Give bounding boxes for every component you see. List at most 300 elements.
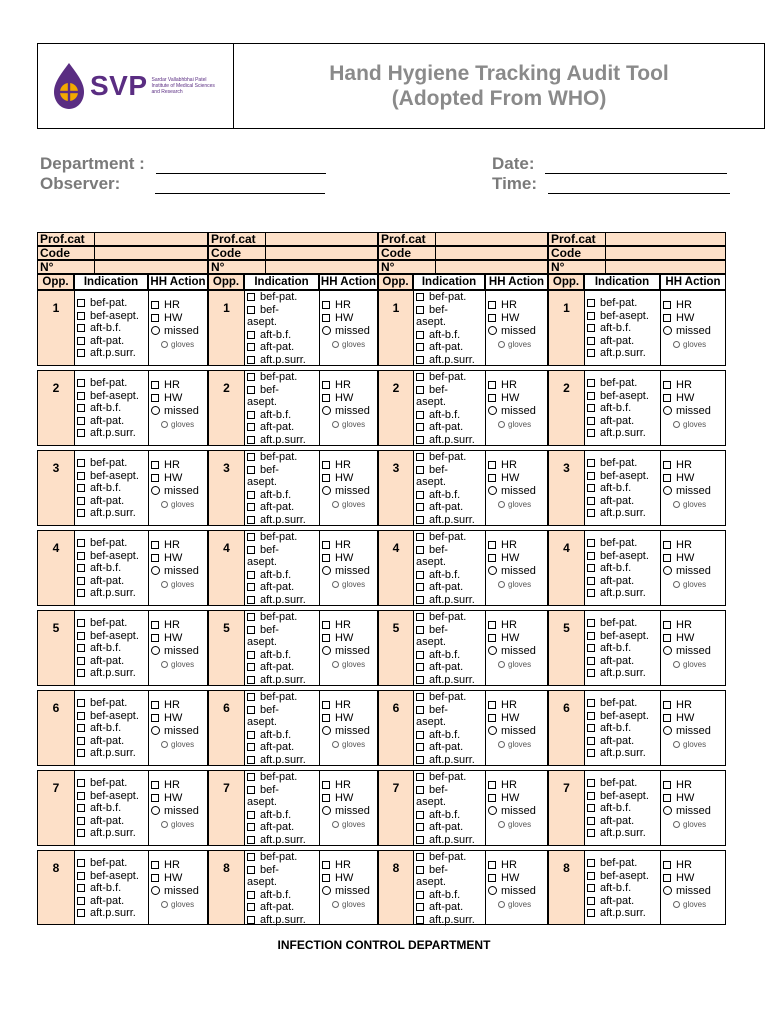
checkbox-icon[interactable] xyxy=(247,663,255,671)
gloves-option[interactable] xyxy=(320,498,377,511)
checkbox-icon[interactable] xyxy=(587,429,595,437)
header-number-field-3[interactable] xyxy=(436,260,548,274)
indication-option[interactable] xyxy=(75,642,148,655)
indication-option[interactable] xyxy=(245,704,319,717)
checkbox-icon[interactable] xyxy=(77,699,85,707)
checkbox-icon[interactable] xyxy=(77,749,85,757)
action-option-missed[interactable] xyxy=(320,805,377,818)
indication-option[interactable] xyxy=(414,316,485,329)
indication-option[interactable] xyxy=(414,649,485,662)
checkbox-icon[interactable] xyxy=(663,381,671,389)
gloves-option[interactable] xyxy=(661,818,725,831)
checkbox-icon[interactable] xyxy=(247,773,255,781)
checkbox-icon[interactable] xyxy=(151,301,159,309)
missed-circle-icon[interactable] xyxy=(488,566,497,575)
indication-option[interactable] xyxy=(75,587,148,600)
indication-option[interactable] xyxy=(585,870,660,883)
checkbox-icon[interactable] xyxy=(77,589,85,597)
checkbox-icon[interactable] xyxy=(247,293,255,301)
checkbox-icon[interactable] xyxy=(322,634,330,642)
checkbox-icon[interactable] xyxy=(663,874,671,882)
indication-option[interactable] xyxy=(414,624,485,637)
checkbox-icon[interactable] xyxy=(488,621,496,629)
checkbox-icon[interactable] xyxy=(322,861,330,869)
gloves-circle-icon[interactable] xyxy=(332,821,339,828)
gloves-option[interactable] xyxy=(661,418,725,431)
checkbox-icon[interactable] xyxy=(587,859,595,867)
indication-option[interactable] xyxy=(414,611,485,624)
indication-option[interactable] xyxy=(75,655,148,668)
checkbox-icon[interactable] xyxy=(587,349,595,357)
gloves-circle-icon[interactable] xyxy=(161,421,168,428)
indication-option[interactable] xyxy=(245,421,319,434)
checkbox-icon[interactable] xyxy=(151,781,159,789)
action-option-missed[interactable] xyxy=(149,325,207,338)
checkbox-icon[interactable] xyxy=(77,429,85,437)
checkbox-icon[interactable] xyxy=(247,411,255,419)
indication-option[interactable] xyxy=(414,556,485,569)
indication-option[interactable] xyxy=(75,882,148,895)
checkbox-icon[interactable] xyxy=(587,379,595,387)
checkbox-icon[interactable] xyxy=(77,404,85,412)
gloves-option[interactable] xyxy=(661,338,725,351)
action-option-hr[interactable] xyxy=(320,699,377,712)
indication-option[interactable] xyxy=(585,642,660,655)
checkbox-icon[interactable] xyxy=(663,474,671,482)
checkbox-icon[interactable] xyxy=(587,749,595,757)
indication-option[interactable] xyxy=(585,735,660,748)
indication-option[interactable] xyxy=(414,796,485,809)
checkbox-icon[interactable] xyxy=(416,706,424,714)
indication-option[interactable] xyxy=(414,594,485,607)
checkbox-icon[interactable] xyxy=(416,756,424,764)
checkbox-icon[interactable] xyxy=(488,461,496,469)
checkbox-icon[interactable] xyxy=(77,324,85,332)
checkbox-icon[interactable] xyxy=(77,884,85,892)
indication-option[interactable] xyxy=(414,729,485,742)
checkbox-icon[interactable] xyxy=(77,619,85,627)
gloves-option[interactable] xyxy=(149,498,207,511)
action-option-hr[interactable] xyxy=(486,299,547,312)
checkbox-icon[interactable] xyxy=(663,394,671,402)
action-option-missed[interactable] xyxy=(149,485,207,498)
indication-option[interactable] xyxy=(245,901,319,914)
checkbox-icon[interactable] xyxy=(416,533,424,541)
checkbox-icon[interactable] xyxy=(488,541,496,549)
checkbox-icon[interactable] xyxy=(416,293,424,301)
indication-option[interactable] xyxy=(75,297,148,310)
missed-circle-icon[interactable] xyxy=(151,646,160,655)
indication-option[interactable] xyxy=(75,507,148,520)
gloves-circle-icon[interactable] xyxy=(673,741,680,748)
checkbox-icon[interactable] xyxy=(416,853,424,861)
indication-option[interactable] xyxy=(75,335,148,348)
action-option-missed[interactable] xyxy=(486,645,547,658)
gloves-option[interactable] xyxy=(661,658,725,671)
gloves-option[interactable] xyxy=(486,498,547,511)
action-option-hw[interactable] xyxy=(320,552,377,565)
checkbox-icon[interactable] xyxy=(151,861,159,869)
action-option-hw[interactable] xyxy=(320,792,377,805)
header-prof-cat-field-4[interactable] xyxy=(606,232,726,246)
indication-option[interactable] xyxy=(75,482,148,495)
indication-option[interactable] xyxy=(245,514,319,527)
action-option-missed[interactable] xyxy=(486,805,547,818)
checkbox-icon[interactable] xyxy=(247,453,255,461)
checkbox-icon[interactable] xyxy=(416,373,424,381)
checkbox-icon[interactable] xyxy=(247,343,255,351)
checkbox-icon[interactable] xyxy=(416,663,424,671)
checkbox-icon[interactable] xyxy=(488,554,496,562)
checkbox-icon[interactable] xyxy=(663,861,671,869)
action-option-missed[interactable] xyxy=(149,405,207,418)
action-option-hw[interactable] xyxy=(320,712,377,725)
header-code-field-4[interactable] xyxy=(606,246,726,260)
action-option-hw[interactable] xyxy=(149,312,207,325)
gloves-circle-icon[interactable] xyxy=(161,501,168,508)
action-option-hw[interactable] xyxy=(661,472,725,485)
checkbox-icon[interactable] xyxy=(247,916,255,924)
checkbox-icon[interactable] xyxy=(77,657,85,665)
checkbox-icon[interactable] xyxy=(416,676,424,684)
gloves-option[interactable] xyxy=(149,418,207,431)
gloves-circle-icon[interactable] xyxy=(332,901,339,908)
missed-circle-icon[interactable] xyxy=(322,806,331,815)
gloves-option[interactable] xyxy=(320,898,377,911)
indication-option[interactable] xyxy=(414,864,485,877)
indication-option[interactable] xyxy=(245,531,319,544)
checkbox-icon[interactable] xyxy=(416,343,424,351)
indication-option[interactable] xyxy=(585,710,660,723)
checkbox-icon[interactable] xyxy=(247,571,255,579)
action-option-hr[interactable] xyxy=(486,379,547,392)
checkbox-icon[interactable] xyxy=(77,552,85,560)
checkbox-icon[interactable] xyxy=(322,394,330,402)
gloves-circle-icon[interactable] xyxy=(498,661,505,668)
checkbox-icon[interactable] xyxy=(77,712,85,720)
indication-option[interactable] xyxy=(75,377,148,390)
checkbox-icon[interactable] xyxy=(587,392,595,400)
checkbox-icon[interactable] xyxy=(416,423,424,431)
checkbox-icon[interactable] xyxy=(77,379,85,387)
indication-option[interactable] xyxy=(245,729,319,742)
gloves-option[interactable] xyxy=(486,418,547,431)
indication-option[interactable] xyxy=(414,674,485,687)
checkbox-icon[interactable] xyxy=(488,634,496,642)
indication-option[interactable] xyxy=(245,771,319,784)
checkbox-icon[interactable] xyxy=(587,509,595,517)
action-option-missed[interactable] xyxy=(486,565,547,578)
checkbox-icon[interactable] xyxy=(247,731,255,739)
indication-option[interactable] xyxy=(75,617,148,630)
checkbox-icon[interactable] xyxy=(77,337,85,345)
gloves-option[interactable] xyxy=(149,658,207,671)
missed-circle-icon[interactable] xyxy=(488,326,497,335)
indication-option[interactable] xyxy=(414,291,485,304)
action-option-hw[interactable] xyxy=(149,552,207,565)
action-option-hr[interactable] xyxy=(149,539,207,552)
gloves-option[interactable] xyxy=(486,658,547,671)
checkbox-icon[interactable] xyxy=(151,714,159,722)
indication-option[interactable] xyxy=(585,790,660,803)
missed-circle-icon[interactable] xyxy=(488,726,497,735)
gloves-option[interactable] xyxy=(320,818,377,831)
indication-option[interactable] xyxy=(585,907,660,920)
department-line[interactable] xyxy=(156,159,326,174)
checkbox-icon[interactable] xyxy=(416,411,424,419)
checkbox-icon[interactable] xyxy=(587,484,595,492)
checkbox-icon[interactable] xyxy=(77,484,85,492)
checkbox-icon[interactable] xyxy=(247,503,255,511)
indication-option[interactable] xyxy=(75,550,148,563)
missed-circle-icon[interactable] xyxy=(663,406,672,415)
action-option-missed[interactable] xyxy=(320,405,377,418)
checkbox-icon[interactable] xyxy=(151,474,159,482)
missed-circle-icon[interactable] xyxy=(322,566,331,575)
checkbox-icon[interactable] xyxy=(247,491,255,499)
action-option-missed[interactable] xyxy=(149,885,207,898)
action-option-hr[interactable] xyxy=(486,859,547,872)
checkbox-icon[interactable] xyxy=(587,324,595,332)
checkbox-icon[interactable] xyxy=(151,701,159,709)
checkbox-icon[interactable] xyxy=(322,314,330,322)
checkbox-icon[interactable] xyxy=(488,301,496,309)
gloves-circle-icon[interactable] xyxy=(498,901,505,908)
missed-circle-icon[interactable] xyxy=(151,486,160,495)
gloves-circle-icon[interactable] xyxy=(161,661,168,668)
checkbox-icon[interactable] xyxy=(322,554,330,562)
indication-option[interactable] xyxy=(585,335,660,348)
missed-circle-icon[interactable] xyxy=(488,406,497,415)
indication-option[interactable] xyxy=(414,754,485,767)
action-option-hw[interactable] xyxy=(320,392,377,405)
action-option-hr[interactable] xyxy=(149,699,207,712)
indication-option[interactable] xyxy=(414,809,485,822)
action-option-hw[interactable] xyxy=(486,472,547,485)
checkbox-icon[interactable] xyxy=(247,891,255,899)
gloves-circle-icon[interactable] xyxy=(332,741,339,748)
checkbox-icon[interactable] xyxy=(247,743,255,751)
indication-option[interactable] xyxy=(245,741,319,754)
indication-option[interactable] xyxy=(245,569,319,582)
indication-option[interactable] xyxy=(245,661,319,674)
gloves-option[interactable] xyxy=(320,338,377,351)
indication-option[interactable] xyxy=(585,457,660,470)
indication-option[interactable] xyxy=(245,291,319,304)
checkbox-icon[interactable] xyxy=(77,804,85,812)
action-option-hr[interactable] xyxy=(486,619,547,632)
checkbox-icon[interactable] xyxy=(322,874,330,882)
checkbox-icon[interactable] xyxy=(663,541,671,549)
gloves-option[interactable] xyxy=(486,338,547,351)
indication-option[interactable] xyxy=(585,802,660,815)
indication-option[interactable] xyxy=(414,876,485,889)
indication-option[interactable] xyxy=(585,630,660,643)
gloves-option[interactable] xyxy=(661,578,725,591)
checkbox-icon[interactable] xyxy=(587,872,595,880)
checkbox-icon[interactable] xyxy=(247,693,255,701)
indication-option[interactable] xyxy=(585,857,660,870)
indication-option[interactable] xyxy=(245,624,319,637)
indication-option[interactable] xyxy=(585,322,660,335)
indication-option[interactable] xyxy=(75,697,148,710)
indication-option[interactable] xyxy=(75,827,148,840)
action-option-hw[interactable] xyxy=(486,792,547,805)
checkbox-icon[interactable] xyxy=(587,909,595,917)
missed-circle-icon[interactable] xyxy=(151,886,160,895)
missed-circle-icon[interactable] xyxy=(151,326,160,335)
indication-option[interactable] xyxy=(585,655,660,668)
action-option-hw[interactable] xyxy=(661,792,725,805)
checkbox-icon[interactable] xyxy=(587,577,595,585)
gloves-option[interactable] xyxy=(486,818,547,831)
action-option-hr[interactable] xyxy=(486,459,547,472)
missed-circle-icon[interactable] xyxy=(488,486,497,495)
header-number-field-1[interactable] xyxy=(95,260,208,274)
checkbox-icon[interactable] xyxy=(587,712,595,720)
action-option-missed[interactable] xyxy=(320,565,377,578)
indication-option[interactable] xyxy=(245,594,319,607)
gloves-option[interactable] xyxy=(320,738,377,751)
indication-option[interactable] xyxy=(75,415,148,428)
checkbox-icon[interactable] xyxy=(77,909,85,917)
missed-circle-icon[interactable] xyxy=(663,566,672,575)
action-option-hr[interactable] xyxy=(149,619,207,632)
indication-option[interactable] xyxy=(414,704,485,717)
indication-option[interactable] xyxy=(75,427,148,440)
indication-option[interactable] xyxy=(245,396,319,409)
action-option-missed[interactable] xyxy=(149,645,207,658)
indication-option[interactable] xyxy=(75,735,148,748)
action-option-missed[interactable] xyxy=(661,885,725,898)
indication-option[interactable] xyxy=(585,297,660,310)
checkbox-icon[interactable] xyxy=(247,466,255,474)
checkbox-icon[interactable] xyxy=(77,872,85,880)
checkbox-icon[interactable] xyxy=(488,874,496,882)
indication-option[interactable] xyxy=(75,870,148,883)
checkbox-icon[interactable] xyxy=(416,743,424,751)
indication-option[interactable] xyxy=(585,537,660,550)
action-option-hr[interactable] xyxy=(320,779,377,792)
indication-option[interactable] xyxy=(585,347,660,360)
action-option-missed[interactable] xyxy=(661,325,725,338)
checkbox-icon[interactable] xyxy=(587,699,595,707)
gloves-option[interactable] xyxy=(486,738,547,751)
checkbox-icon[interactable] xyxy=(587,497,595,505)
action-option-missed[interactable] xyxy=(486,325,547,338)
indication-option[interactable] xyxy=(75,575,148,588)
checkbox-icon[interactable] xyxy=(587,539,595,547)
action-option-hw[interactable] xyxy=(320,872,377,885)
checkbox-icon[interactable] xyxy=(247,583,255,591)
checkbox-icon[interactable] xyxy=(247,373,255,381)
gloves-circle-icon[interactable] xyxy=(332,341,339,348)
gloves-option[interactable] xyxy=(486,578,547,591)
checkbox-icon[interactable] xyxy=(247,533,255,541)
checkbox-icon[interactable] xyxy=(416,693,424,701)
indication-option[interactable] xyxy=(245,556,319,569)
action-option-missed[interactable] xyxy=(486,725,547,738)
gloves-circle-icon[interactable] xyxy=(673,341,680,348)
indication-option[interactable] xyxy=(414,716,485,729)
missed-circle-icon[interactable] xyxy=(322,886,331,895)
indication-option[interactable] xyxy=(75,710,148,723)
gloves-circle-icon[interactable] xyxy=(673,661,680,668)
action-option-hr[interactable] xyxy=(320,459,377,472)
action-option-hw[interactable] xyxy=(486,552,547,565)
indication-option[interactable] xyxy=(245,464,319,477)
action-option-hr[interactable] xyxy=(320,859,377,872)
checkbox-icon[interactable] xyxy=(587,632,595,640)
missed-circle-icon[interactable] xyxy=(322,646,331,655)
action-option-missed[interactable] xyxy=(661,405,725,418)
checkbox-icon[interactable] xyxy=(247,903,255,911)
indication-option[interactable] xyxy=(245,649,319,662)
checkbox-icon[interactable] xyxy=(587,589,595,597)
indication-option[interactable] xyxy=(585,895,660,908)
indication-option[interactable] xyxy=(414,834,485,847)
checkbox-icon[interactable] xyxy=(416,571,424,579)
indication-option[interactable] xyxy=(245,341,319,354)
action-option-hr[interactable] xyxy=(661,379,725,392)
checkbox-icon[interactable] xyxy=(416,836,424,844)
header-code-field-2[interactable] xyxy=(266,246,378,260)
indication-option[interactable] xyxy=(585,697,660,710)
checkbox-icon[interactable] xyxy=(77,779,85,787)
indication-option[interactable] xyxy=(245,544,319,557)
checkbox-icon[interactable] xyxy=(587,792,595,800)
checkbox-icon[interactable] xyxy=(587,312,595,320)
gloves-circle-icon[interactable] xyxy=(161,821,168,828)
checkbox-icon[interactable] xyxy=(247,651,255,659)
action-option-hw[interactable] xyxy=(486,392,547,405)
gloves-option[interactable] xyxy=(661,898,725,911)
action-option-missed[interactable] xyxy=(320,885,377,898)
indication-option[interactable] xyxy=(245,636,319,649)
gloves-option[interactable] xyxy=(486,898,547,911)
checkbox-icon[interactable] xyxy=(77,829,85,837)
indication-option[interactable] xyxy=(245,476,319,489)
action-option-hw[interactable] xyxy=(320,632,377,645)
checkbox-icon[interactable] xyxy=(488,861,496,869)
date-line[interactable] xyxy=(545,159,727,174)
checkbox-icon[interactable] xyxy=(247,596,255,604)
indication-option[interactable] xyxy=(414,771,485,784)
gloves-circle-icon[interactable] xyxy=(332,501,339,508)
checkbox-icon[interactable] xyxy=(247,756,255,764)
checkbox-icon[interactable] xyxy=(488,794,496,802)
action-option-hr[interactable] xyxy=(486,779,547,792)
checkbox-icon[interactable] xyxy=(151,541,159,549)
checkbox-icon[interactable] xyxy=(151,634,159,642)
indication-option[interactable] xyxy=(585,747,660,760)
checkbox-icon[interactable] xyxy=(416,466,424,474)
observer-field[interactable] xyxy=(40,174,325,194)
indication-option[interactable] xyxy=(245,329,319,342)
gloves-option[interactable] xyxy=(149,898,207,911)
missed-circle-icon[interactable] xyxy=(322,486,331,495)
checkbox-icon[interactable] xyxy=(416,356,424,364)
observer-line[interactable] xyxy=(155,179,325,194)
indication-option[interactable] xyxy=(414,501,485,514)
checkbox-icon[interactable] xyxy=(488,714,496,722)
missed-circle-icon[interactable] xyxy=(663,886,672,895)
checkbox-icon[interactable] xyxy=(416,773,424,781)
indication-option[interactable] xyxy=(75,537,148,550)
checkbox-icon[interactable] xyxy=(322,621,330,629)
checkbox-icon[interactable] xyxy=(587,644,595,652)
checkbox-icon[interactable] xyxy=(322,714,330,722)
